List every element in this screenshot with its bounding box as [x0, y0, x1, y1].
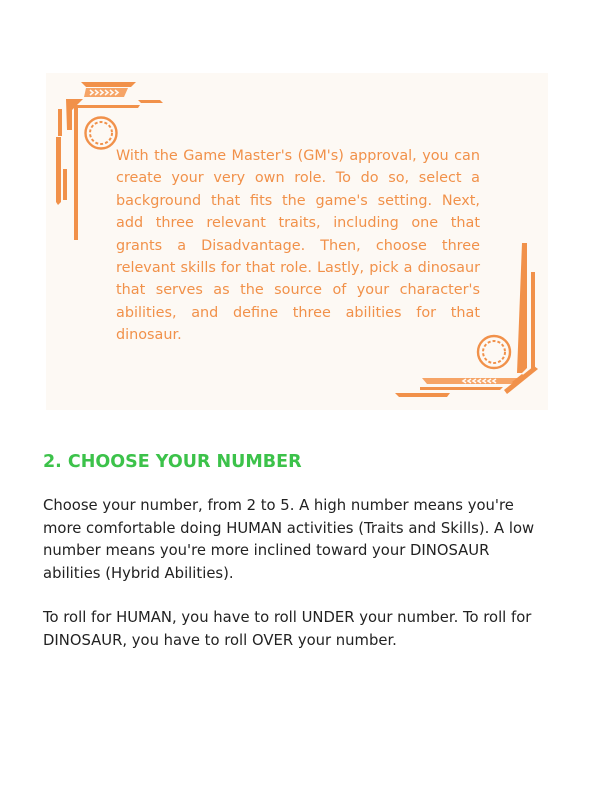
- paragraph-roll-rules: To roll for HUMAN, you have to roll UNDER your number. To roll for DINOSAUR, you have to roll OVER your number.: [43, 609, 532, 649]
- section-heading: 2. CHOOSE YOUR NUMBER: [43, 452, 302, 472]
- callout-text: With the Game Master's (GM's) approval, you can create your very own role. To do so, select a background that fits the game's setting. Next, add three relevant traits, including one that grants a Disadvantage. Then, choose three relevant skills for that role. Lastly, pick a dinosaur that serves as the source of your character's abilities, and define three abilities for that dinosaur.: [116, 148, 480, 344]
- paragraph-choose-number: Choose your number, from 2 to 5. A high number means you're more comfortable doing HUMAN activities (Traits and Skills). A low number means you're more inclined toward your DINOSAUR abilities (Hybrid Abilities).: [43, 497, 535, 582]
